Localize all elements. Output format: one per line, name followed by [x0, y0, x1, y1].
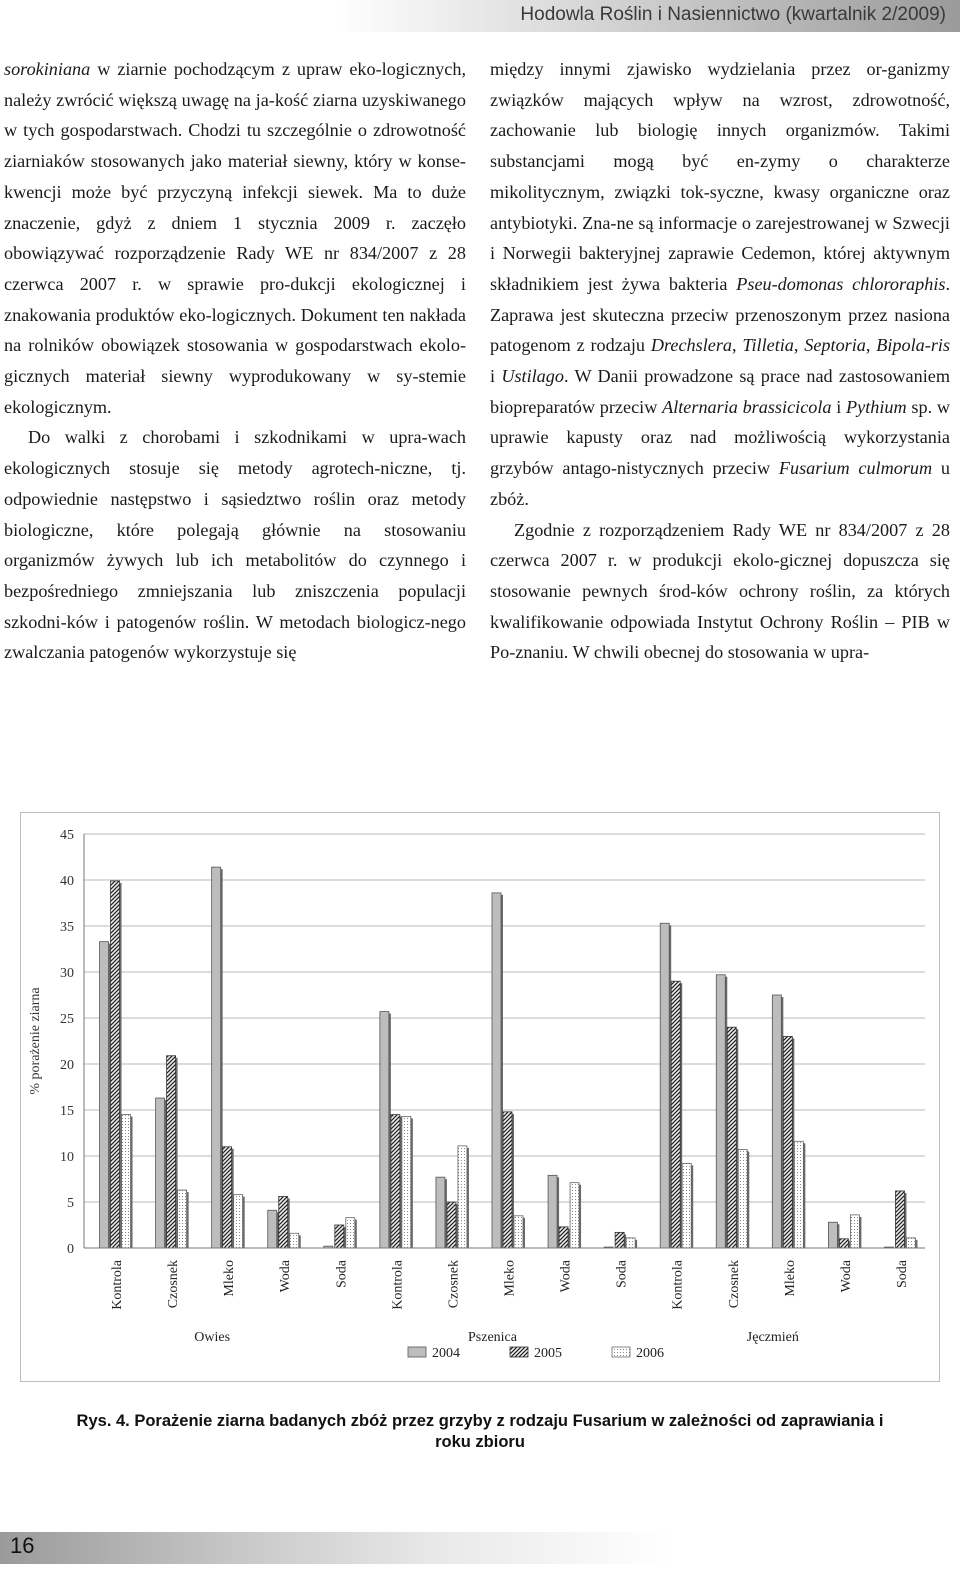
group-label: Jęczmień	[746, 1330, 799, 1345]
bar-pszenica-czosnek-2005	[447, 1202, 456, 1248]
left-text-column	[4, 54, 466, 668]
bar-owies-woda-2005	[279, 1196, 288, 1248]
bar-owies-mleko-2004	[212, 867, 221, 1248]
y-tick-label: 35	[60, 920, 74, 935]
bar-pszenica-kontrola-2005	[391, 1115, 400, 1248]
x-tick-label: Czosnek	[726, 1260, 742, 1309]
y-tick-label: 25	[60, 1012, 74, 1027]
bar-owies-kontrola-2006	[122, 1115, 131, 1248]
bar-pszenica-soda-2005	[615, 1232, 624, 1248]
bar-owies-soda-2006	[346, 1218, 355, 1248]
y-tick-label: 15	[60, 1104, 74, 1119]
bar-pszenica-woda-2004	[548, 1175, 557, 1248]
bar-jęczmień-woda-2006	[850, 1215, 859, 1248]
bar-owies-czosnek-2006	[178, 1190, 187, 1248]
right-text-column	[490, 54, 950, 668]
bar-owies-mleko-2005	[223, 1147, 232, 1248]
x-tick-label: Mleko	[222, 1260, 238, 1297]
bar-pszenica-kontrola-2004	[380, 1012, 389, 1248]
bar-jęczmień-woda-2004	[828, 1222, 837, 1248]
bar-jęczmień-soda-2006	[906, 1238, 915, 1248]
bar-pszenica-kontrola-2006	[402, 1116, 411, 1248]
bar-owies-czosnek-2005	[167, 1056, 176, 1248]
figure-chart	[20, 812, 940, 1382]
bar-jęczmień-czosnek-2004	[716, 975, 725, 1248]
legend-swatch-2004	[408, 1347, 426, 1357]
y-tick-label: 0	[67, 1242, 74, 1257]
bar-jęczmień-soda-2005	[895, 1191, 904, 1248]
journal-title: Hodowla Roślin i Nasiennictwo (kwartalnik 2/2009)	[520, 4, 946, 25]
y-tick-label: 20	[60, 1058, 74, 1073]
bar-owies-kontrola-2004	[100, 942, 109, 1248]
bar-owies-kontrola-2005	[111, 881, 120, 1248]
x-tick-label: Czosnek	[166, 1260, 182, 1309]
footer-bar	[0, 1532, 960, 1564]
bar-jęczmień-woda-2005	[839, 1239, 848, 1248]
bar-jęczmień-mleko-2006	[794, 1141, 803, 1248]
legend-swatch-2006	[612, 1347, 630, 1357]
bar-chart	[20, 812, 940, 1382]
left-paragraph-1: sorokiniana w ziarnie pochodzącym z upraw eko-logicznych, należy zwrócić większą uwagę na ja-kość ziarna uzyskiwanego w tych gospodarstwach. Chodzi tu szczególnie o zdrowotność ziarniaków stosowanych jako materiał siewny, który w konse-kwencji może być przyczyną infekcji siewek. Ma to duże znaczenie, gdyż z dniem 1 stycznia 2009 r. zaczęło obowiązywać rozporządzenie Rady WE nr 834/2007 z 28 czerwca 2007 r. w sprawie pro-dukcji ekologicznej i znakowania produktów eko-logicznych. Dokument ten nakłada na rolników obowiązek stosowania w gospodarstwach ekolo-gicznych materiał siewny wyprodukowany w sy-stemie ekologicznym.	[4, 59, 466, 417]
bar-owies-woda-2004	[268, 1210, 277, 1248]
x-tick-label: Soda	[894, 1260, 910, 1288]
bar-owies-woda-2006	[290, 1233, 299, 1248]
bar-pszenica-woda-2005	[559, 1227, 568, 1248]
x-tick-label: Woda	[838, 1260, 854, 1293]
x-tick-label: Kontrola	[390, 1260, 406, 1310]
x-tick-label: Woda	[558, 1260, 574, 1293]
x-tick-label: Woda	[278, 1260, 294, 1293]
bar-pszenica-mleko-2005	[503, 1112, 512, 1248]
y-tick-label: 5	[67, 1196, 74, 1211]
x-tick-label: Kontrola	[110, 1260, 126, 1310]
x-tick-label: Soda	[334, 1260, 350, 1288]
group-label: Owies	[194, 1330, 231, 1345]
bar-jęczmień-mleko-2004	[772, 995, 781, 1248]
right-paragraph-2: Zgodnie z rozporządzeniem Rady WE nr 834/2007 z 28 czerwca 2007 r. w produkcji ekolo-gicznej dopuszcza się stosowanie pewnych środ-ków ochrony roślin, za których kwalifikowanie odpowiada Instytut Ochrony Roślin – PIB w Po-znaniu. W chwili obecnej do stosowania w upra-	[490, 519, 950, 663]
x-tick-label: Mleko	[782, 1260, 798, 1297]
bar-jęczmień-kontrola-2006	[682, 1163, 691, 1248]
page-number: 16	[10, 1533, 35, 1558]
bar-owies-soda-2005	[335, 1225, 344, 1248]
bar-owies-czosnek-2004	[156, 1098, 165, 1248]
legend-label: 2004	[432, 1346, 460, 1361]
x-tick-label: Czosnek	[446, 1260, 462, 1309]
bar-pszenica-czosnek-2006	[458, 1146, 467, 1248]
bar-jęczmień-mleko-2005	[783, 1036, 792, 1248]
figure-caption: Rys. 4. Porażenie ziarna badanych zbóż przez grzyby z rodzaju Fusarium w zależności od zaprawiania i roku zbioru	[76, 1412, 884, 1451]
y-tick-label: 30	[60, 966, 74, 981]
bar-pszenica-woda-2006	[570, 1183, 579, 1248]
left-paragraph-2: Do walki z chorobami i szkodnikami w upra-wach ekologicznych stosuje się metody agrotech-niczne, tj. odpowiednie następstwo i sąsiedztwo roślin oraz metody biologiczne, które polegają głównie na stosowaniu organizmów żywych lub ich metabolitów do czynnego i bezpośredniego zmniejszania lub zniszczenia populacji szkodni-ków i patogenów roślin. W metodach biologicz-nego zwalczania patogenów wykorzystuje się	[4, 427, 466, 663]
bar-jęczmień-kontrola-2005	[671, 981, 680, 1248]
bar-pszenica-czosnek-2004	[436, 1177, 445, 1248]
bar-jęczmień-czosnek-2005	[727, 1027, 736, 1248]
y-tick-label: 45	[60, 828, 74, 843]
y-tick-label: 10	[60, 1150, 74, 1165]
right-paragraph-1: między innymi zjawisko wydzielania przez or-ganizmy związków mających wpływ na wzrost, zdrowotność, zachowanie lub biologię innych organizmów. Takimi substancjami mogą być en-zymy o charakterze mikolitycznym, związki tok-syczne, kwasy organiczne oraz antybiotyki. Zna-ne są informacje o zarejestrowanej w Szwecji i Norwegii bakteryjnej zaprawie Cedemon, której aktywnym składnikiem jest żywa bakteria Pseu-domonas chlororaphis. Zaprawa jest skuteczna przeciw przenoszonym przez nasiona patogenom z rodzaju Drechslera, Tilletia, Septoria, Bipola-ris i Ustilago. W Danii prowadzone są prace nad zastosowaniem biopreparatów przeciw Alternaria brassicicola i Pythium sp. w uprawie kapusty oraz nad możliwością wykorzystania grzybów antago-nistycznych przeciw Fusarium culmorum u zbóż.	[490, 59, 951, 509]
legend-label: 2005	[534, 1346, 562, 1361]
bar-jęczmień-kontrola-2004	[660, 923, 669, 1248]
bar-jęczmień-czosnek-2006	[738, 1150, 747, 1248]
legend-label: 2006	[636, 1346, 664, 1361]
y-axis-label: % porażenie ziarna	[28, 987, 43, 1095]
y-tick-label: 40	[60, 874, 74, 889]
bar-pszenica-mleko-2006	[514, 1216, 523, 1248]
bar-pszenica-mleko-2004	[492, 893, 501, 1248]
x-tick-label: Kontrola	[670, 1260, 686, 1310]
x-tick-label: Soda	[614, 1260, 630, 1288]
group-label: Pszenica	[468, 1330, 517, 1345]
bar-pszenica-soda-2006	[626, 1238, 635, 1248]
legend-swatch-2005	[510, 1347, 528, 1357]
bar-owies-mleko-2006	[234, 1195, 243, 1248]
x-tick-label: Mleko	[502, 1260, 518, 1297]
chart-border	[21, 813, 940, 1382]
species-name: sorokiniana	[4, 59, 91, 79]
